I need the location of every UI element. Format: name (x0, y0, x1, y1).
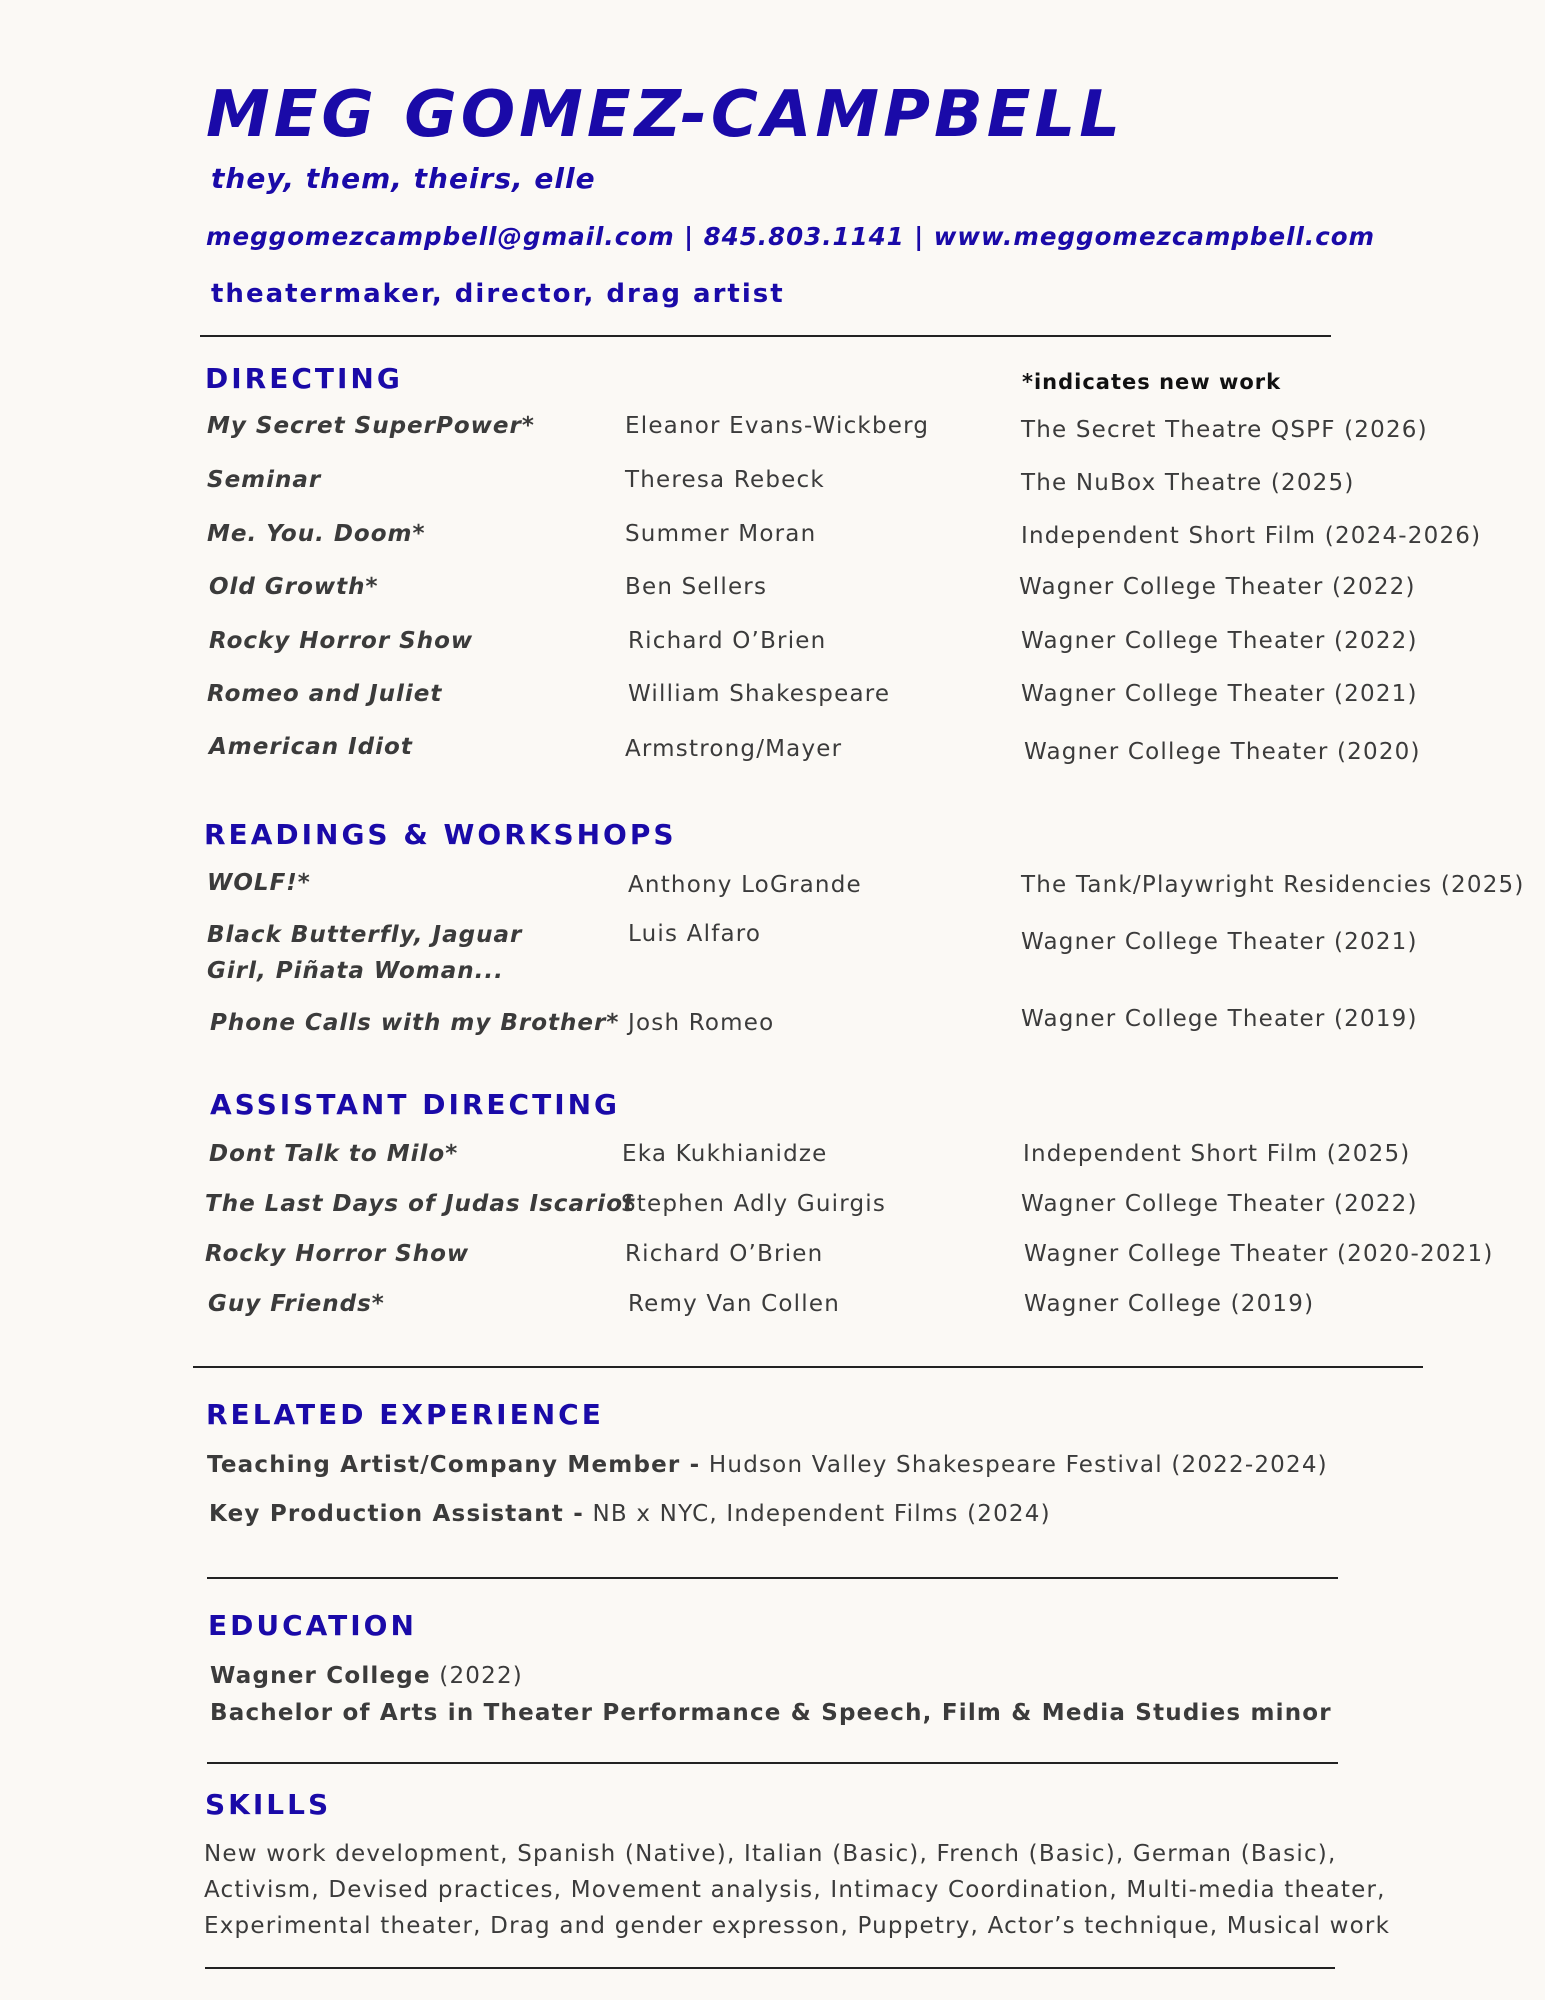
divider (205, 1967, 1335, 1969)
resume-name: MEG GOMEZ-CAMPBELL (206, 78, 1125, 152)
school-name: Wagner College (210, 1663, 431, 1689)
readings-title: Black Butterfly, Jaguar Girl, Piñata Woman... (207, 922, 523, 984)
directing-venue: Wagner College Theater (2020) (1024, 739, 1421, 765)
directing-venue: Independent Short Film (2024-2026) (1021, 523, 1482, 549)
related-heading: RELATED EXPERIENCE (206, 1398, 604, 1431)
directing-venue: The Secret Theatre QSPF (2026) (1021, 417, 1428, 443)
readings-author: Josh Romeo (628, 1010, 775, 1036)
related-role: Teaching Artist/Company Member - (207, 1452, 701, 1478)
contact-line[interactable]: meggomezcampbell@gmail.com | 845.803.1141 | www.meggomezcampbell.com (206, 222, 1376, 251)
readings-heading: READINGS & WORKSHOPS (204, 818, 677, 851)
directing-title: My Secret SuperPower* (207, 413, 535, 439)
skills-line: Activism, Devised practices, Movement analysis, Intimacy Coordination, Multi-media theater, (204, 1877, 1386, 1903)
directing-venue: Wagner College Theater (2022) (1019, 574, 1416, 600)
assistant-venue: Wagner College (2019) (1024, 1291, 1315, 1317)
divider (193, 1366, 1423, 1368)
divider (207, 1762, 1338, 1764)
related-item (207, 1452, 1328, 1478)
directing-author: Eleanor Evans-Wickberg (625, 413, 930, 439)
readings-author: Luis Alfaro (628, 921, 762, 947)
readings-title: WOLF!* (207, 870, 311, 896)
directing-author: Theresa Rebeck (625, 467, 825, 493)
directing-venue: The NuBox Theatre (2025) (1021, 470, 1355, 496)
assistant-venue: Wagner College Theater (2022) (1021, 1191, 1418, 1217)
assistant-author: Richard O’Brien (625, 1241, 824, 1267)
new-work-note: *indicates new work (1022, 370, 1282, 394)
directing-title: Seminar (207, 467, 322, 493)
directing-title: Me. You. Doom* (207, 521, 426, 547)
skills-line: Experimental theater, Drag and gender expresson, Puppetry, Actor’s technique, Musical work (204, 1913, 1391, 1939)
divider (207, 1577, 1338, 1579)
readings-title: Phone Calls with my Brother* (210, 1010, 620, 1036)
related-detail: NB x NYC, Independent Films (2024) (583, 1501, 1051, 1527)
directing-author: Summer Moran (625, 521, 817, 547)
directing-author: Armstrong/Mayer (625, 736, 843, 762)
education-heading: EDUCATION (208, 1609, 417, 1642)
related-role: Key Production Assistant - (209, 1501, 584, 1527)
assistant-title: Dont Talk to Milo* (209, 1141, 459, 1167)
assistant-title: Guy Friends* (208, 1291, 385, 1317)
assistant-venue: Wagner College Theater (2020-2021) (1024, 1241, 1494, 1267)
readings-venue: Wagner College Theater (2019) (1021, 1006, 1418, 1032)
readings-author: Anthony LoGrande (628, 872, 862, 898)
directing-venue: Wagner College Theater (2021) (1021, 681, 1418, 707)
directing-title: Old Growth* (209, 574, 379, 600)
readings-venue: Wagner College Theater (2021) (1021, 929, 1418, 955)
directing-title: American Idiot (209, 734, 413, 760)
assistant-author: Remy Van Collen (628, 1291, 840, 1317)
directing-venue: Wagner College Theater (2022) (1021, 628, 1418, 654)
education-school-line (210, 1663, 523, 1689)
assistant-title: The Last Days of Judas Iscariot (205, 1191, 635, 1217)
directing-title: Romeo and Juliet (207, 681, 443, 707)
skills-line: New work development, Spanish (Native), Italian (Basic), French (Basic), German (Basic), (204, 1841, 1337, 1867)
assistant-heading: ASSISTANT DIRECTING (210, 1088, 621, 1121)
directing-title: Rocky Horror Show (209, 628, 474, 654)
pronouns: they, them, theirs, elle (211, 162, 596, 195)
related-item (209, 1501, 1051, 1527)
divider (200, 335, 1331, 337)
assistant-author: Eka Kukhianidze (622, 1141, 828, 1167)
assistant-author: Stephen Adly Guirgis (621, 1191, 887, 1217)
assistant-title: Rocky Horror Show (205, 1241, 470, 1267)
graduation-year: (2022) (430, 1663, 523, 1689)
directing-author: Ben Sellers (625, 574, 768, 600)
readings-venue: The Tank/Playwright Residencies (2025) (1021, 872, 1525, 898)
directing-author: William Shakespeare (628, 681, 891, 707)
directing-heading: DIRECTING (205, 362, 403, 395)
directing-author: Richard O’Brien (628, 628, 827, 654)
assistant-venue: Independent Short Film (2025) (1023, 1141, 1411, 1167)
tagline: theatermaker, director, drag artist (211, 279, 785, 309)
skills-heading: SKILLS (205, 1788, 332, 1821)
degree: Bachelor of Arts in Theater Performance & Speech, Film & Media Studies minor (210, 1700, 1332, 1726)
related-detail: Hudson Valley Shakespeare Festival (2022-2024) (700, 1452, 1328, 1478)
